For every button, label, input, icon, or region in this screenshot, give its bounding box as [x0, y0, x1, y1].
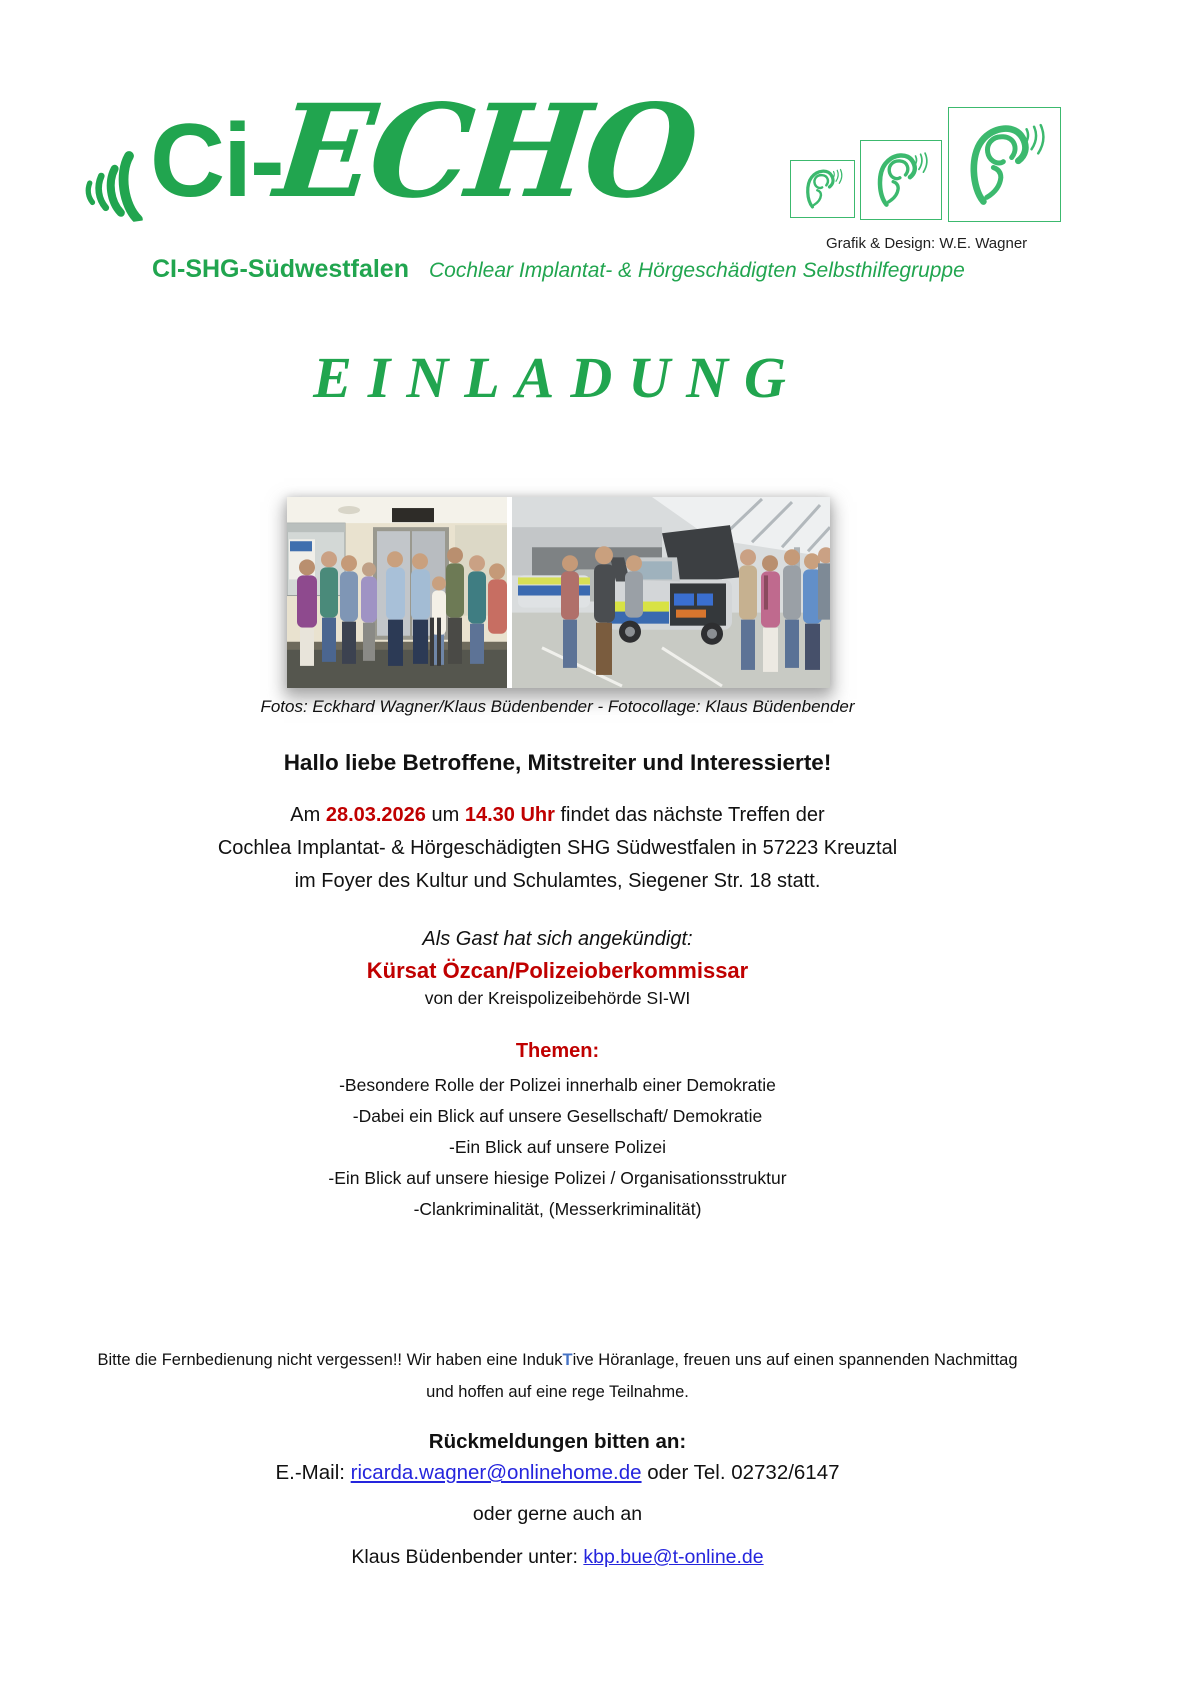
meeting-line1-post: findet das nächste Treffen der — [554, 804, 825, 826]
meeting-line1-mid: um — [425, 804, 465, 826]
org-line — [152, 255, 965, 284]
contact-line1 — [30, 1461, 1085, 1485]
topic-item: -Ein Blick auf unsere Polizei — [449, 1137, 666, 1157]
note-line1-after: ive Höranlage, freuen uns auf einen spannenden Nachmittag — [572, 1351, 1018, 1369]
ear-icon-medium — [860, 140, 942, 220]
org-subtitle: Cochlear Implantat- & Hörgeschädigten Selbsthilfegruppe — [428, 259, 965, 282]
topics-list — [30, 1070, 1085, 1225]
topic-item: -Clankriminalität, (Messerkriminalität) — [413, 1199, 702, 1219]
email2-link[interactable]: kbp.bue@t-online.de — [583, 1546, 764, 1568]
note-line1-before: Bitte die Fernbedienung nicht vergessen!! Wir haben eine Induk — [97, 1351, 563, 1369]
reminder-note — [30, 1344, 1085, 1408]
topics-heading: Themen: — [515, 1040, 600, 1062]
topic-item: -Ein Blick auf unsere hiesige Polizei / Organisationsstruktur — [328, 1168, 787, 1188]
logo-echo-text: ECHO — [268, 77, 701, 227]
guest-affiliation: von der Kreispolizeibehörde SI-WI — [424, 988, 691, 1008]
design-credit: Grafik & Design: W.E. Wagner — [826, 235, 1028, 252]
meeting-time: 14.30 Uhr — [464, 804, 555, 826]
guest-intro: Als Gast hat sich angekündigt: — [422, 928, 693, 950]
meeting-line1-pre: Am — [290, 804, 326, 826]
email1-label: E.-Mail: — [275, 1461, 351, 1484]
photo-collage — [287, 497, 830, 688]
contact-alt-line: oder gerne auch an — [472, 1503, 643, 1525]
ear-icon-small — [790, 160, 855, 218]
meeting-line2: Cochlea Implantat- & Hörgeschädigten SHG Südwestfalen in 57223 Kreuztal — [217, 837, 898, 859]
meeting-details — [30, 799, 1085, 898]
photo-indoor-group — [287, 497, 507, 688]
contact-line2 — [30, 1546, 1085, 1569]
meeting-date: 28.03.2026 — [325, 804, 426, 826]
logo — [150, 77, 701, 227]
note-line2: und hoffen auf eine rege Teilnahme. — [426, 1383, 689, 1401]
meeting-line3: im Foyer des Kultur und Schulamtes, Siegener Str. 18 statt. — [294, 870, 821, 892]
page-title: EINLADUNG — [313, 345, 802, 410]
greeting: Hallo liebe Betroffene, Mitstreiter und Interessierte! — [283, 750, 832, 775]
logo-ci-text: Ci- — [150, 103, 283, 219]
soundwave-icon — [74, 144, 156, 224]
email2-label: Klaus Büdenbender unter: — [351, 1546, 584, 1568]
reply-heading: Rückmeldungen bitten an: — [428, 1430, 687, 1453]
photo-police-car — [512, 497, 830, 688]
topic-item: -Dabei ein Blick auf unsere Gesellschaft/ Demokratie — [352, 1106, 763, 1126]
note-highlight-t: T — [562, 1351, 573, 1369]
email1-link[interactable]: ricarda.wagner@onlinehome.de — [350, 1461, 642, 1484]
topic-item: -Besondere Rolle der Polizei innerhalb einer Demokratie — [339, 1075, 776, 1095]
photo-caption: Fotos: Eckhard Wagner/Klaus Büdenbender - Fotocollage: Klaus Büdenbender — [260, 697, 855, 716]
note-line1 — [30, 1344, 1085, 1376]
meeting-line1 — [30, 799, 1085, 832]
org-name: CI-SHG-Südwestfalen — [152, 255, 409, 283]
email1-post: oder Tel. 02732/6147 — [641, 1461, 840, 1484]
guest-name: Kürsat Özcan/Polizeioberkommissar — [366, 958, 749, 983]
ear-icon-large — [948, 107, 1061, 222]
